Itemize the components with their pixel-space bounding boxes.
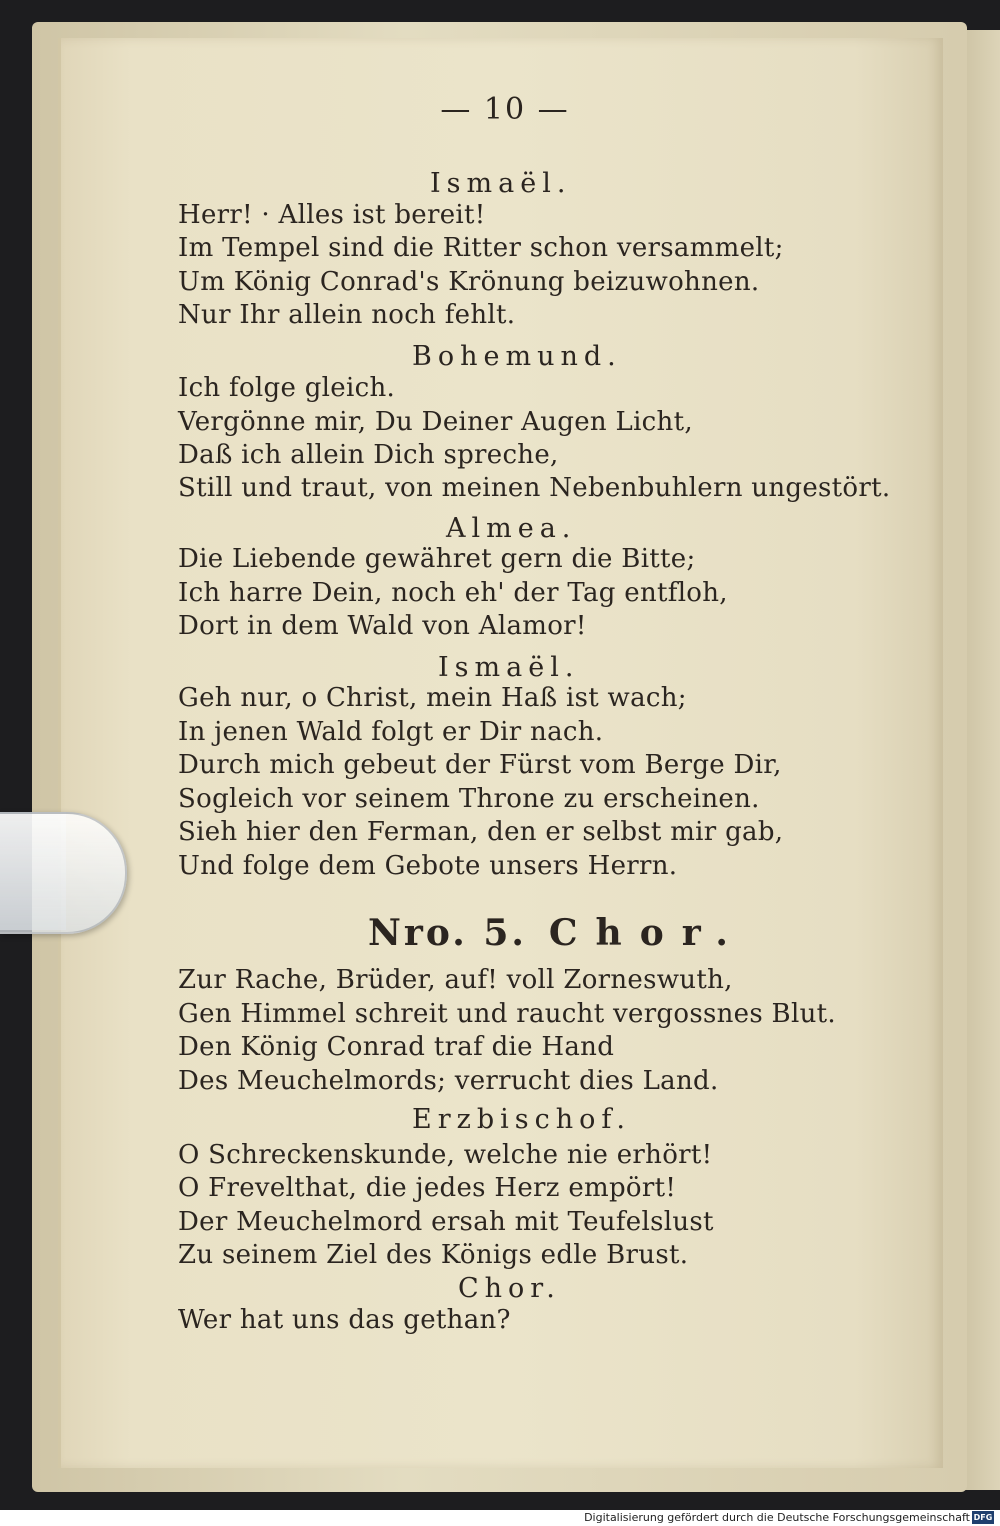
section-number: Nro. 5. bbox=[368, 912, 527, 954]
verse-line: In jenen Wald folgt er Dir nach. bbox=[178, 717, 604, 747]
dfg-logo-icon: DFG bbox=[973, 1513, 993, 1522]
verse-line: Still und traut, von meinen Nebenbuhlern ungestört. bbox=[178, 473, 891, 503]
verse-line: Vergönne mir, Du Deiner Augen Licht, bbox=[178, 407, 693, 437]
verse-line: Der Meuchelmord ersah mit Teufelslust bbox=[178, 1207, 714, 1237]
speaker-name: Chor. bbox=[458, 1273, 561, 1304]
verse-line: Die Liebende gewähret gern die Bitte; bbox=[178, 544, 696, 574]
page-number: — 10 — bbox=[440, 92, 570, 127]
verse-line: Zu seinem Ziel des Königs edle Brust. bbox=[178, 1240, 689, 1270]
footer-credit: Digitalisierung gefördert durch die Deutsche Forschungsgemeinschaft bbox=[584, 1511, 970, 1524]
verse-line: O Schreckenskunde, welche nie erhört! bbox=[178, 1140, 713, 1170]
speaker-name: Ismaël. bbox=[438, 652, 580, 683]
verse-line: Durch mich gebeut der Fürst vom Berge Dir, bbox=[178, 750, 782, 780]
speaker-name: Almea. bbox=[446, 513, 577, 544]
verse-line: Dort in dem Wald von Alamor! bbox=[178, 611, 587, 641]
speaker-name: Erzbischof. bbox=[412, 1104, 631, 1135]
verse-line: Geh nur, o Christ, mein Haß ist wach; bbox=[178, 683, 687, 713]
verse-line: Gen Himmel schreit und raucht vergossnes Blut. bbox=[178, 999, 836, 1029]
verse-line: Ich folge gleich. bbox=[178, 373, 396, 403]
speaker-name: Ismaël. bbox=[430, 168, 572, 199]
section-title: Chor. bbox=[548, 912, 746, 954]
verse-line: Um König Conrad's Krönung beizuwohnen. bbox=[178, 267, 760, 297]
verse-line: Sogleich vor seinem Throne zu erscheinen. bbox=[178, 784, 760, 814]
verse-line: Und folge dem Gebote unsers Herrn. bbox=[178, 851, 678, 881]
verse-line: Herr! · Alles ist bereit! bbox=[178, 200, 486, 230]
verse-line: Im Tempel sind die Ritter schon versammelt; bbox=[178, 233, 784, 263]
verse-line: Sieh hier den Ferman, den er selbst mir gab, bbox=[178, 817, 784, 847]
verse-line: Nur Ihr allein noch fehlt. bbox=[178, 300, 516, 330]
verse-line: Ich harre Dein, noch eh' der Tag entfloh, bbox=[178, 578, 728, 608]
verse-line: Zur Rache, Brüder, auf! voll Zorneswuth, bbox=[178, 965, 733, 995]
verse-line: O Frevelthat, die jedes Herz empört! bbox=[178, 1173, 677, 1203]
speaker-name: Bohemund. bbox=[412, 341, 622, 372]
verse-line: Den König Conrad traf die Hand bbox=[178, 1032, 615, 1062]
verse-line: Daß ich allein Dich spreche, bbox=[178, 440, 559, 470]
section-heading bbox=[368, 912, 746, 954]
verse-line: Wer hat uns das gethan? bbox=[178, 1305, 511, 1335]
verse-line: Des Meuchelmords; verrucht dies Land. bbox=[178, 1066, 719, 1096]
